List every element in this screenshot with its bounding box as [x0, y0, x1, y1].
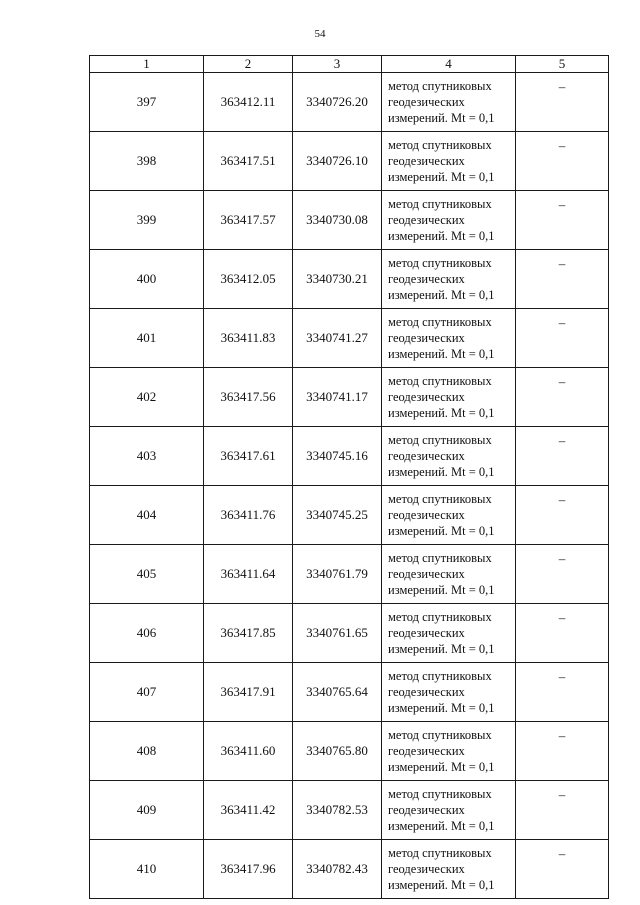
point-number-cell: 406 — [90, 604, 204, 663]
y-coordinate-cell: 3340730.08 — [293, 191, 382, 250]
point-number-cell: 399 — [90, 191, 204, 250]
method-line-2: геодезических — [388, 862, 465, 876]
y-coordinate-cell: 3340761.65 — [293, 604, 382, 663]
method-line-1: метод спутниковых — [388, 728, 492, 742]
method-cell — [382, 73, 516, 132]
y-coordinate-cell: 3340741.17 — [293, 368, 382, 427]
method-cell — [382, 427, 516, 486]
method-line-3: измерений. Mt = 0,1 — [388, 819, 495, 833]
y-coordinate-cell: 3340745.16 — [293, 427, 382, 486]
table-row — [90, 722, 609, 781]
method-cell — [382, 840, 516, 899]
method-line-2: геодезических — [388, 685, 465, 699]
y-coordinate-cell: 3340730.21 — [293, 250, 382, 309]
method-cell — [382, 781, 516, 840]
method-line-2: геодезических — [388, 626, 465, 640]
x-coordinate-cell: 363417.85 — [204, 604, 293, 663]
y-coordinate-cell: 3340741.27 — [293, 309, 382, 368]
table-body — [90, 73, 609, 899]
method-line-1: метод спутниковых — [388, 492, 492, 506]
y-coordinate-cell: 3340765.64 — [293, 663, 382, 722]
table-row — [90, 132, 609, 191]
point-number-cell: 404 — [90, 486, 204, 545]
method-line-2: геодезических — [388, 95, 465, 109]
table-row — [90, 663, 609, 722]
method-line-3: измерений. Mt = 0,1 — [388, 878, 495, 892]
table-row — [90, 73, 609, 132]
method-cell — [382, 722, 516, 781]
column-5-cell: – — [516, 368, 609, 427]
method-line-1: метод спутниковых — [388, 669, 492, 683]
method-cell — [382, 368, 516, 427]
method-line-3: измерений. Mt = 0,1 — [388, 406, 495, 420]
method-line-2: геодезических — [388, 567, 465, 581]
x-coordinate-cell: 363417.51 — [204, 132, 293, 191]
method-line-2: геодезических — [388, 272, 465, 286]
method-line-1: метод спутниковых — [388, 433, 492, 447]
method-line-3: измерений. Mt = 0,1 — [388, 229, 495, 243]
column-5-cell: – — [516, 309, 609, 368]
method-cell — [382, 250, 516, 309]
method-cell — [382, 191, 516, 250]
point-number-cell: 400 — [90, 250, 204, 309]
y-coordinate-cell: 3340761.79 — [293, 545, 382, 604]
point-number-cell: 403 — [90, 427, 204, 486]
x-coordinate-cell: 363417.91 — [204, 663, 293, 722]
x-coordinate-cell: 363411.83 — [204, 309, 293, 368]
method-line-1: метод спутниковых — [388, 846, 492, 860]
column-5-cell: – — [516, 781, 609, 840]
method-line-2: геодезических — [388, 331, 465, 345]
table-row — [90, 545, 609, 604]
point-number-cell: 402 — [90, 368, 204, 427]
method-line-1: метод спутниковых — [388, 79, 492, 93]
method-line-1: метод спутниковых — [388, 197, 492, 211]
table-row — [90, 191, 609, 250]
method-line-3: измерений. Mt = 0,1 — [388, 524, 495, 538]
table-row — [90, 368, 609, 427]
method-line-3: измерений. Mt = 0,1 — [388, 170, 495, 184]
column-header-1: 1 — [90, 56, 204, 73]
y-coordinate-cell: 3340765.80 — [293, 722, 382, 781]
y-coordinate-cell: 3340782.43 — [293, 840, 382, 899]
column-header-4: 4 — [382, 56, 516, 73]
point-number-cell: 409 — [90, 781, 204, 840]
table-row — [90, 250, 609, 309]
table-row — [90, 604, 609, 663]
point-number-cell: 397 — [90, 73, 204, 132]
page-number: 54 — [314, 28, 326, 40]
x-coordinate-cell: 363411.42 — [204, 781, 293, 840]
method-cell — [382, 132, 516, 191]
column-5-cell: – — [516, 663, 609, 722]
x-coordinate-cell: 363411.76 — [204, 486, 293, 545]
method-line-2: геодезических — [388, 213, 465, 227]
x-coordinate-cell: 363417.57 — [204, 191, 293, 250]
table-row — [90, 486, 609, 545]
method-line-1: метод спутниковых — [388, 551, 492, 565]
method-line-2: геодезических — [388, 449, 465, 463]
table-row — [90, 309, 609, 368]
column-header-3: 3 — [293, 56, 382, 73]
method-line-1: метод спутниковых — [388, 787, 492, 801]
table-row — [90, 840, 609, 899]
method-line-1: метод спутниковых — [388, 610, 492, 624]
column-header-2: 2 — [204, 56, 293, 73]
x-coordinate-cell: 363412.11 — [204, 73, 293, 132]
method-line-3: измерений. Mt = 0,1 — [388, 642, 495, 656]
coordinates-table — [89, 55, 609, 899]
method-line-2: геодезических — [388, 508, 465, 522]
point-number-cell: 398 — [90, 132, 204, 191]
method-line-3: измерений. Mt = 0,1 — [388, 111, 495, 125]
method-line-2: геодезических — [388, 744, 465, 758]
point-number-cell: 410 — [90, 840, 204, 899]
method-line-1: метод спутниковых — [388, 374, 492, 388]
method-line-1: метод спутниковых — [388, 315, 492, 329]
method-cell — [382, 486, 516, 545]
method-line-3: измерений. Mt = 0,1 — [388, 347, 495, 361]
x-coordinate-cell: 363417.56 — [204, 368, 293, 427]
method-line-3: измерений. Mt = 0,1 — [388, 288, 495, 302]
column-5-cell: – — [516, 427, 609, 486]
x-coordinate-cell: 363417.96 — [204, 840, 293, 899]
y-coordinate-cell: 3340726.10 — [293, 132, 382, 191]
y-coordinate-cell: 3340745.25 — [293, 486, 382, 545]
table-header-row — [90, 56, 609, 73]
point-number-cell: 408 — [90, 722, 204, 781]
method-cell — [382, 663, 516, 722]
column-header-5: 5 — [516, 56, 609, 73]
column-5-cell: – — [516, 545, 609, 604]
x-coordinate-cell: 363417.61 — [204, 427, 293, 486]
method-cell — [382, 309, 516, 368]
point-number-cell: 407 — [90, 663, 204, 722]
method-line-1: метод спутниковых — [388, 138, 492, 152]
method-line-2: геодезических — [388, 390, 465, 404]
x-coordinate-cell: 363411.64 — [204, 545, 293, 604]
method-line-3: измерений. Mt = 0,1 — [388, 583, 495, 597]
table-row — [90, 781, 609, 840]
method-line-3: измерений. Mt = 0,1 — [388, 465, 495, 479]
x-coordinate-cell: 363412.05 — [204, 250, 293, 309]
y-coordinate-cell: 3340782.53 — [293, 781, 382, 840]
column-5-cell: – — [516, 840, 609, 899]
y-coordinate-cell: 3340726.20 — [293, 73, 382, 132]
column-5-cell: – — [516, 73, 609, 132]
method-line-3: измерений. Mt = 0,1 — [388, 760, 495, 774]
column-5-cell: – — [516, 486, 609, 545]
method-line-3: измерений. Mt = 0,1 — [388, 701, 495, 715]
column-5-cell: – — [516, 604, 609, 663]
column-5-cell: – — [516, 132, 609, 191]
column-5-cell: – — [516, 722, 609, 781]
method-line-1: метод спутниковых — [388, 256, 492, 270]
x-coordinate-cell: 363411.60 — [204, 722, 293, 781]
table-row — [90, 427, 609, 486]
method-line-2: геодезических — [388, 154, 465, 168]
point-number-cell: 405 — [90, 545, 204, 604]
point-number-cell: 401 — [90, 309, 204, 368]
method-cell — [382, 545, 516, 604]
method-line-2: геодезических — [388, 803, 465, 817]
method-cell — [382, 604, 516, 663]
column-5-cell: – — [516, 250, 609, 309]
column-5-cell: – — [516, 191, 609, 250]
